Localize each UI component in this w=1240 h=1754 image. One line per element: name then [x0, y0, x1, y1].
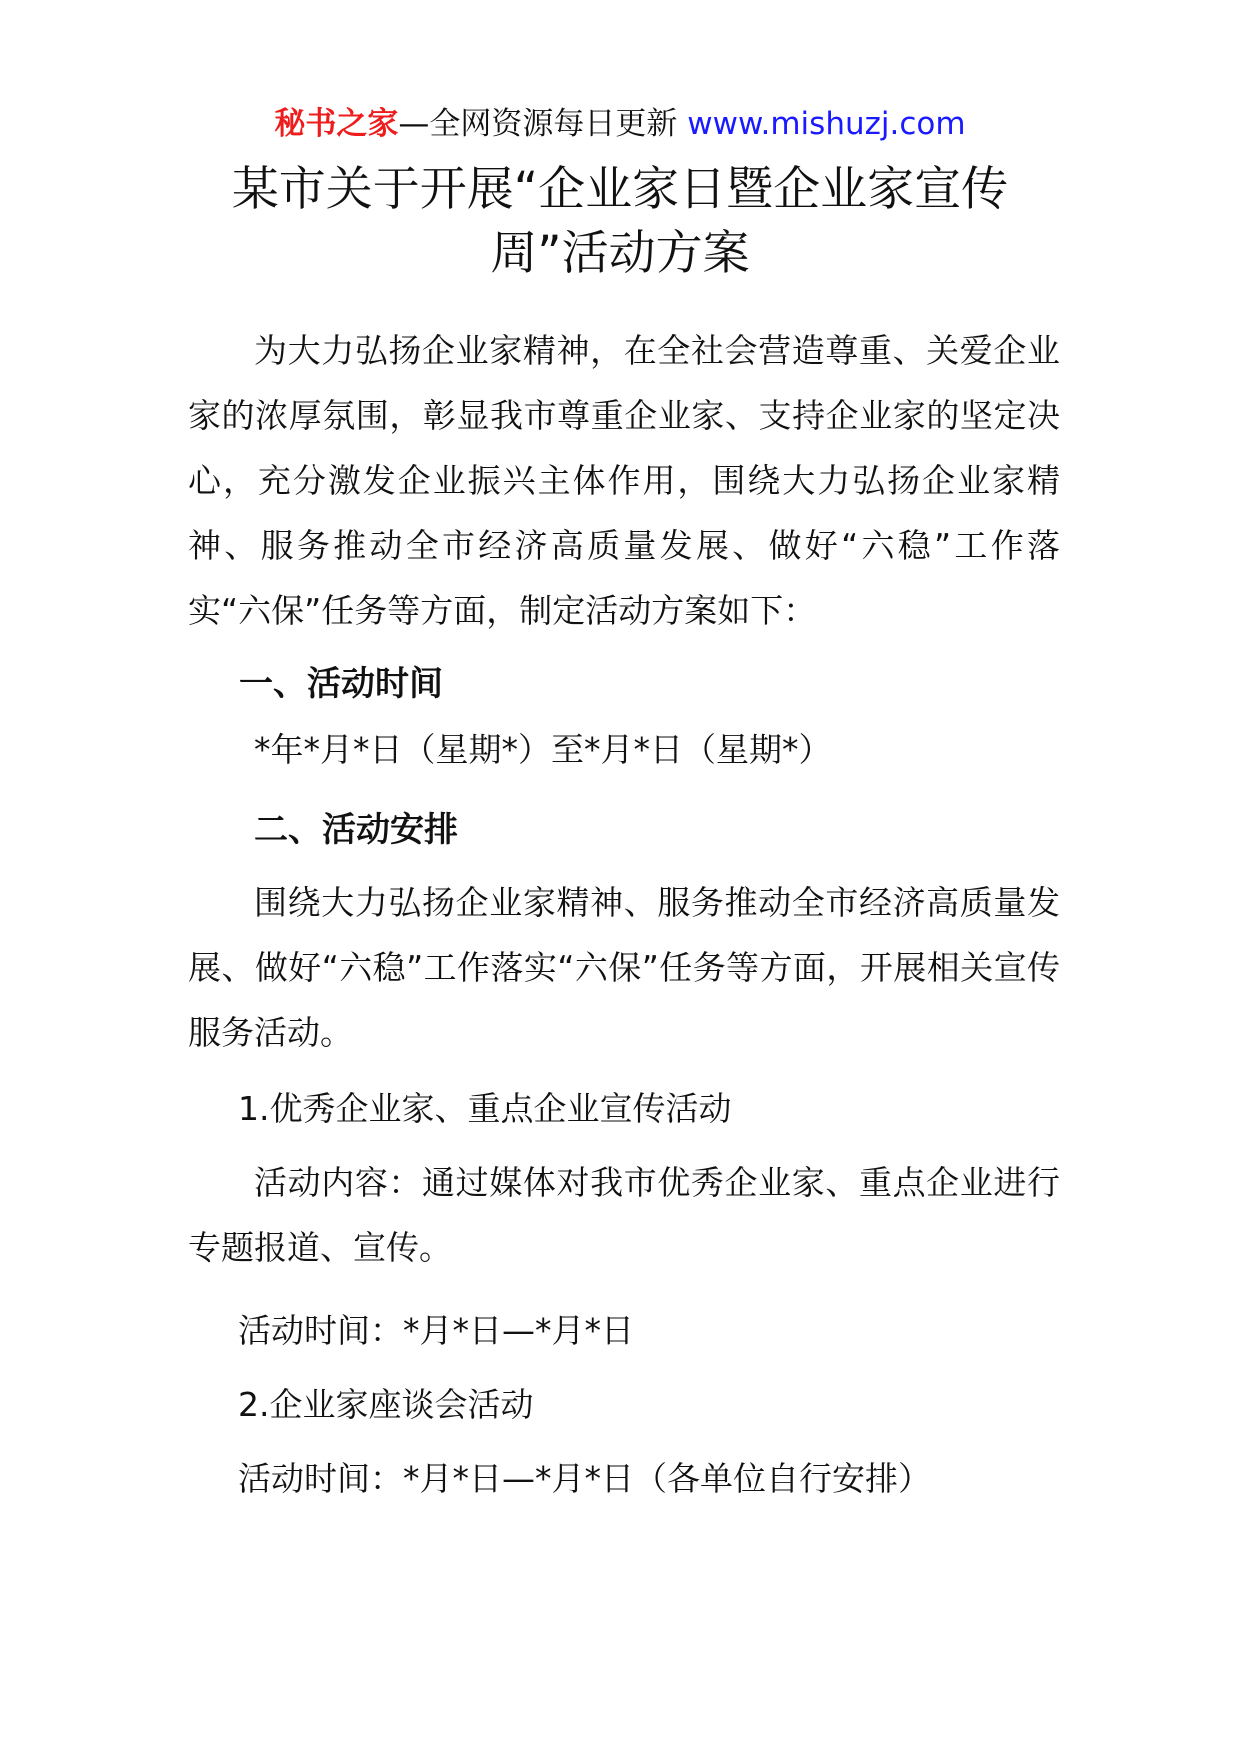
title-line-2: 周”活动方案 [490, 226, 750, 281]
title-line-1: 某市关于开展“企业家日暨企业家宣传 [231, 162, 1009, 217]
item-1-title-block [188, 1076, 1060, 1141]
intro-paragraph: 为大力弘扬企业家精神，在全社会营造尊重、关爱企业家的浓厚氛围，彰显我市尊重企业家、支持企业家的坚定决心，充分激发企业振兴主体作用，围绕大力弘扬企业家精神、服务推动全市经济高质量发展、做好“六稳”工作落实“六保”任务等方面，制定活动方案如下： [188, 331, 1060, 630]
header-tagline: —全网资源每日更新 [398, 106, 688, 142]
item-2-time-block [188, 1446, 1060, 1511]
item-1-content-block [188, 1150, 1060, 1280]
section-1-body [188, 717, 1060, 782]
item-1-content: 活动内容：通过媒体对我市优秀企业家、重点企业进行专题报道、宣传。 [188, 1163, 1060, 1267]
section-2 [188, 798, 1060, 863]
section-1-content: *年*月*日（星期*）至*月*日（星期*） [254, 730, 832, 769]
document-title [0, 158, 1240, 286]
item-2-time: 活动时间：*月*日—*月*日（各单位自行安排） [238, 1459, 931, 1498]
section-1 [188, 652, 1060, 717]
item-2-title-block [188, 1372, 1060, 1437]
site-header [0, 100, 1240, 148]
section-2-heading: 二、活动安排 [254, 810, 458, 850]
item-1-title: 1.优秀企业家、重点企业宣传活动 [238, 1089, 732, 1128]
item-1-time: 活动时间：*月*日—*月*日 [238, 1311, 634, 1350]
intro-paragraph-block [188, 318, 1060, 643]
item-1-time-block [188, 1298, 1060, 1363]
section-2-body [188, 870, 1060, 1065]
section-1-heading: 一、活动时间 [239, 664, 443, 704]
site-url-link[interactable]: www.mishuzj.com [687, 106, 966, 142]
brand-name: 秘书之家 [274, 106, 399, 142]
section-2-content: 围绕大力弘扬企业家精神、服务推动全市经济高质量发展、做好“六稳”工作落实“六保”任务等方面，开展相关宣传服务活动。 [188, 883, 1060, 1052]
item-2-title: 2.企业家座谈会活动 [238, 1385, 534, 1424]
